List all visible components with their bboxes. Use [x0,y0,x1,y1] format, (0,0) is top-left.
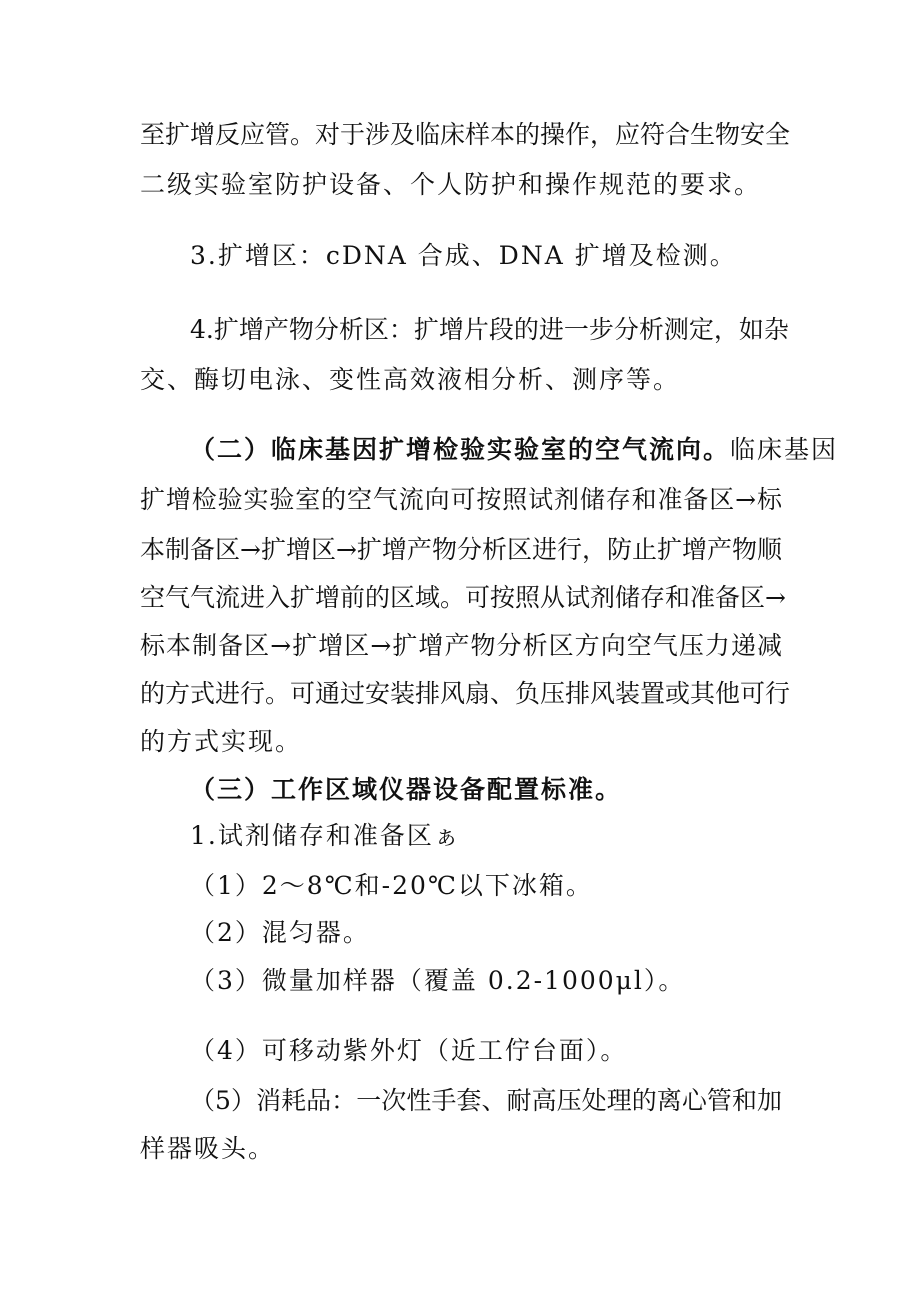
section3-item4: （4）可移动紫外灯（近工佇台面）。 [190,1036,628,1065]
section2-heading: （二）临床基因扩增检验实验室的空气流向。 [190,435,731,464]
item4-line1: 4.扩增产物分析区：扩增片段的进一步分析测定，如杂 [190,315,789,344]
item4-line2: 交、酶切电泳、变性高效液相分析、测序等。 [140,365,681,394]
section3-item2: （2）混匀器。 [190,918,370,947]
section2-line3: 本制备区→扩增区→扩增产物分析区进行，防止扩增产物顺 [140,535,782,564]
section2-line4: 空气气流进入扩增前的区域。可按照从试剂储存和准备区→ [140,583,786,612]
section3-item5-line2: 样器吸头。 [140,1134,276,1163]
section2-line5: 标本制备区→扩增区→扩增产物分析区方向空气压力递减 [140,631,782,660]
para1-line2: 二级实验室防护设备、个人防护和操作规范的要求。 [140,170,762,199]
section3-item1: （1）2～8℃和-20℃以下冰箱。 [190,871,593,900]
section3-item5-line1: （5）消耗品：一次性手套、耐高压处理的离心管和加 [190,1086,782,1115]
para1-line1: 至扩增反应管。对于涉及临床样本的操作，应符合生物安全 [140,120,791,149]
section2-line2: 扩增检验实验室的空气流向可按照试剂储存和准备区→标 [140,485,782,514]
section2-first-line [190,432,838,468]
section2-first-line-rest: 临床基因 [730,435,839,464]
section3-item3: （3）微量加样器（覆盖 0.2-1000μl）。 [190,966,686,995]
section2-line6: 的方式进行。可通过安装排风扇、负压排风装置或其他可行 [140,679,791,708]
section3-sub1: 1.试剂储存和准备区ぁ [190,821,461,850]
item3-text: 3.扩增区：cDNA 合成、DNA 扩增及检测。 [190,241,737,270]
section2-line7: 的方式实现。 [140,727,303,756]
section3-heading: （三）工作区域仪器设备配置标准。 [190,775,623,804]
